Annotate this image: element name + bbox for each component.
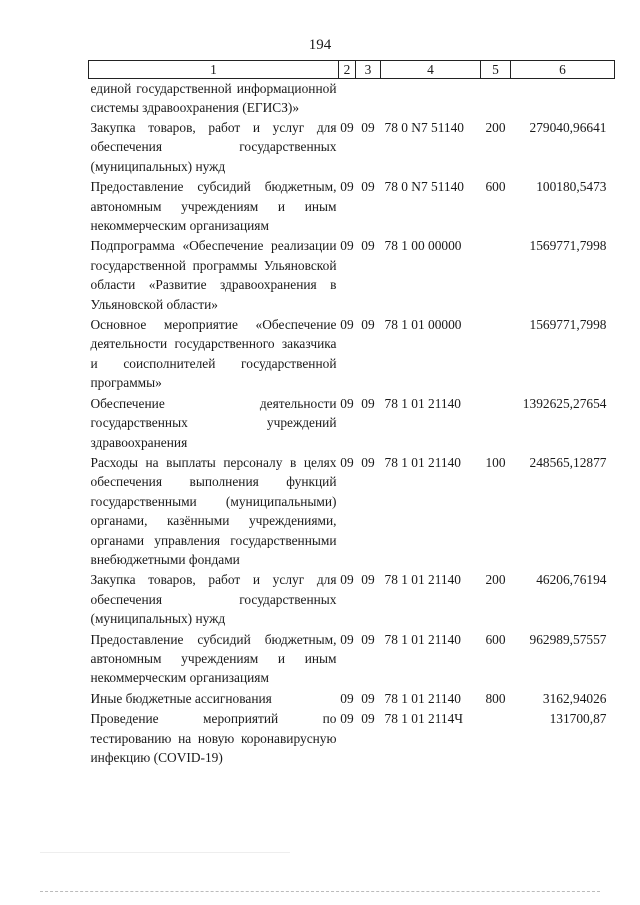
row-sum: 279040,96641 (529, 120, 607, 135)
row-vr (481, 315, 511, 394)
row-name: Основное мероприятие «Обеспечение деятельности государственного заказчика и соисполнителей государственной программы» (90, 317, 337, 391)
row-rz: 09 (340, 179, 354, 195)
row-rz: 09 (340, 238, 354, 254)
table-row (89, 689, 615, 709)
table-row (89, 394, 615, 453)
row-vr (481, 709, 511, 768)
row-pr (356, 79, 381, 119)
row-rz: 09 (340, 631, 354, 647)
table-row (89, 570, 615, 629)
row-rz: 09 (340, 454, 354, 470)
row-csr: 78 0 N7 51140 (384, 179, 464, 195)
row-csr: 78 1 01 21140 (384, 395, 461, 411)
row-sum: 3162,94026 (542, 690, 607, 706)
header-cell-pr: 3 (356, 61, 381, 79)
table-row (89, 177, 615, 236)
header-cell-name: 1 (89, 61, 339, 79)
row-pr: 09 (361, 238, 375, 254)
row-csr: 78 1 01 21140 (384, 572, 461, 588)
header-row (89, 61, 615, 79)
row-csr: 78 1 01 00000 (384, 317, 462, 333)
row-name: Предоставление субсидий бюджетным, автономным учреждениям и иным некоммерческим организациям (90, 631, 337, 686)
header-cell-rz: 2 (339, 61, 356, 79)
row-vr: 600 (485, 179, 506, 195)
row-vr: 600 (485, 631, 506, 647)
row-vr: 100 (485, 454, 506, 470)
row-name: Проведение мероприятий по тестированию на новую коронавирусную инфекцию (COVID-19) (90, 711, 337, 765)
row-csr: 78 1 01 21140 (384, 454, 461, 470)
row-sum: 100180,5473 (536, 179, 607, 195)
row-name: Подпрограмма «Обеспечение реализации государственной программы Ульяновской области «Развитие здравоохранения в Ульяновской области» (90, 238, 337, 312)
row-sum (511, 79, 615, 119)
table-row (89, 315, 615, 394)
faint-rule (40, 852, 290, 853)
row-name: Предоставление субсидий бюджетным, автономным учреждениям и иным некоммерческим организациям (90, 179, 337, 234)
row-vr (481, 236, 511, 315)
row-pr: 09 (361, 317, 375, 333)
row-rz: 09 (340, 572, 354, 588)
row-name: Расходы на выплаты персоналу в целях обеспечения выполнения функций государственными (муниципальными) органами, казёнными учреждениями, органами управления государственными внебюджетными фондами (90, 454, 337, 567)
row-vr: 200 (485, 572, 506, 588)
row-sum: 1569771,7998 (529, 317, 607, 333)
row-rz (339, 79, 356, 119)
header-cell-csr: 4 (381, 61, 481, 79)
row-pr: 09 (361, 572, 375, 588)
row-csr (381, 79, 481, 119)
header-cell-vr: 5 (481, 61, 511, 79)
budget-table (88, 60, 615, 768)
table-row (89, 79, 615, 119)
table-row (89, 236, 615, 315)
row-pr: 09 (361, 395, 375, 411)
row-name: Обеспечение деятельности государственных учреждений здравоохранения (90, 395, 337, 450)
row-sum: 962989,57557 (529, 631, 607, 647)
row-csr: 78 1 01 21140 (384, 690, 461, 706)
row-sum: 1569771,7998 (529, 238, 607, 254)
row-name: единой государственной информационной системы здравоохранения (ЕГИСЗ)» (90, 81, 337, 115)
row-csr: 78 1 00 00000 (384, 238, 462, 254)
row-rz: 09 (340, 317, 354, 333)
table-body (89, 79, 615, 769)
header-cell-sum: 6 (511, 61, 615, 79)
row-vr: 800 (485, 690, 506, 706)
row-csr: 78 0 N7 51140 (384, 120, 464, 135)
row-csr: 78 1 01 2114Ч (384, 711, 464, 727)
row-vr (481, 79, 511, 119)
row-sum: 46206,76194 (536, 572, 607, 588)
row-name: Закупка товаров, работ и услуг для обеспечения государственных (муниципальных) нужд (90, 120, 337, 174)
row-rz: 09 (340, 690, 354, 706)
row-rz: 09 (340, 120, 354, 135)
row-rz: 09 (340, 711, 354, 727)
row-pr: 09 (361, 454, 375, 470)
row-pr: 09 (361, 631, 375, 647)
table-row (89, 453, 615, 570)
page-number: 194 (308, 37, 332, 53)
row-pr: 09 (361, 711, 375, 727)
table-row (89, 630, 615, 689)
row-sum: 1392625,27654 (522, 395, 607, 411)
row-vr (481, 394, 511, 453)
row-vr: 200 (485, 120, 506, 135)
row-sum: 248565,12877 (529, 454, 607, 470)
row-pr: 09 (361, 179, 375, 195)
row-name: Иные бюджетные ассигнования (90, 690, 272, 706)
table-row (89, 709, 615, 768)
row-csr: 78 1 01 21140 (384, 631, 461, 647)
row-rz: 09 (340, 395, 354, 411)
row-pr: 09 (361, 120, 375, 135)
row-name: Закупка товаров, работ и услуг для обеспечения государственных (муниципальных) нужд (90, 572, 337, 627)
table-row (89, 118, 615, 177)
row-pr: 09 (361, 690, 375, 706)
page-bottom-rule (40, 891, 600, 892)
row-sum: 131700,87 (549, 711, 607, 727)
